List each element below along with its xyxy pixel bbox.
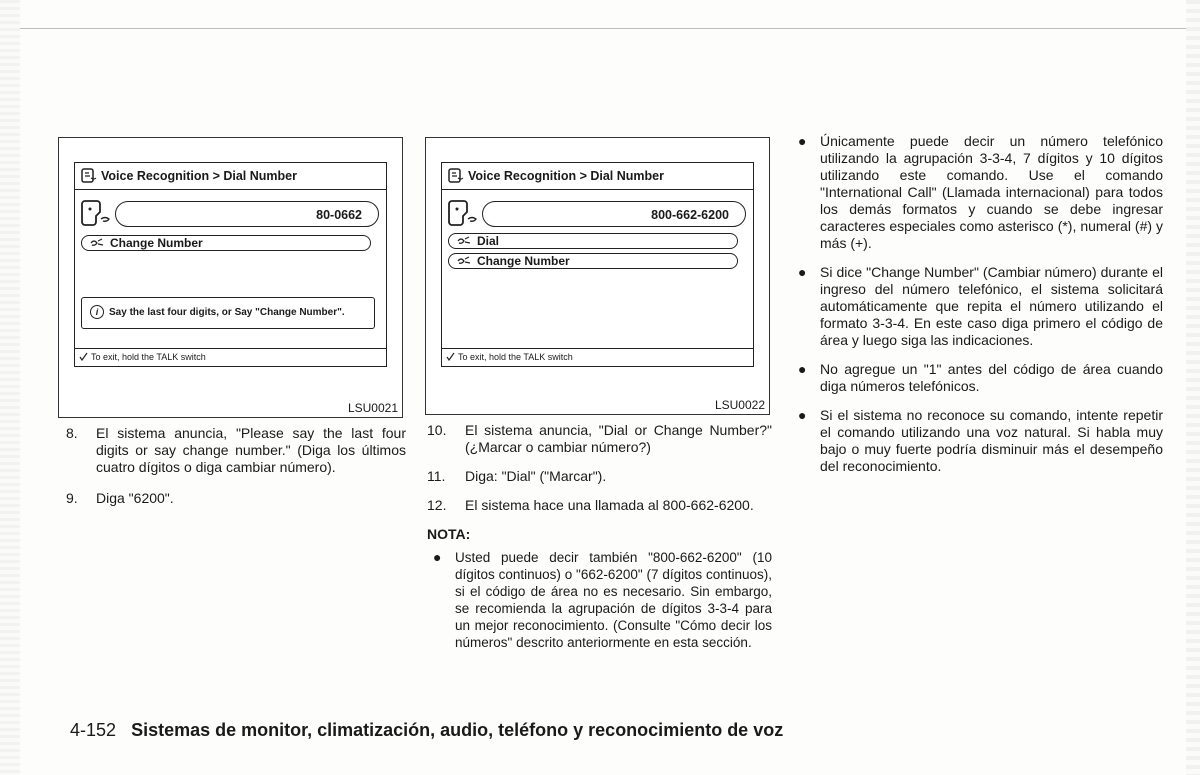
voice-command-icon: [90, 238, 104, 248]
step-number: 10.: [427, 422, 447, 438]
info-prompt: [81, 297, 375, 329]
dial-button[interactable]: [448, 233, 738, 249]
step-text: Diga: "Dial" ("Marcar").: [465, 468, 607, 484]
step-10: [427, 422, 772, 456]
page-number: 4-152: [70, 720, 117, 740]
dial-label: Dial: [477, 234, 500, 248]
screen-header: [75, 163, 386, 190]
step-number: 9.: [66, 490, 78, 506]
dialed-number-field: 80-0662: [115, 201, 379, 227]
speaking-head-icon: [448, 199, 482, 231]
bullet-item: [798, 407, 1163, 475]
bullet-text: Si el sistema no reconoce su comando, intente repetir el comando utilizando una voz natural. Si habla muy bajo o muy fuerte podría disminuir más el desempeño del reconocimiento.: [820, 407, 1163, 474]
bullet-item: [798, 264, 1163, 349]
bullet-dot: ●: [798, 361, 807, 377]
figure-lsu0021: [58, 137, 403, 418]
bullet-item: [798, 361, 1163, 395]
step-text: Diga "6200".: [96, 490, 174, 506]
screen-footer: [442, 348, 753, 366]
bullet-text: No agregue un "1" antes del código de área cuando diga números telefónicos.: [820, 361, 1163, 394]
change-number-label: Change Number: [110, 236, 203, 250]
display-screen: [74, 162, 387, 367]
exit-hint: To exit, hold the TALK switch: [458, 352, 573, 362]
bullet-dot: ●: [798, 407, 807, 423]
step-8: [66, 425, 406, 476]
step-number: 11.: [427, 468, 446, 484]
exit-hint: To exit, hold the TALK switch: [91, 352, 206, 362]
phone-voice-icon: [448, 168, 464, 184]
figure-lsu0022: [425, 137, 770, 415]
step-text: El sistema anuncia, "Dial or Change Number?" (¿Marcar o cambiar número?): [465, 422, 772, 455]
column-2: [427, 422, 772, 663]
top-rule: [0, 28, 1200, 29]
info-icon: i: [90, 305, 104, 319]
number-row: [81, 199, 379, 229]
talk-switch-icon: [446, 352, 456, 361]
bullet-item: [798, 133, 1163, 252]
number-row: [448, 199, 746, 229]
screen-footer: [75, 348, 386, 366]
step-text: El sistema anuncia, "Please say the last four digits or say change number." (Diga los últimos cuatro dígitos o diga cambiar número).: [96, 425, 406, 475]
step-number: 8.: [66, 425, 78, 441]
display-screen: [441, 162, 754, 367]
bullet-dot: ●: [433, 549, 442, 565]
step-9: [66, 490, 406, 507]
nota-heading: NOTA:: [427, 526, 471, 542]
section-title: Sistemas de monitor, climatización, audio, teléfono y reconocimiento de voz: [131, 720, 784, 740]
scan-edge-left: [0, 0, 20, 775]
dialed-number-field: 800-662-6200: [482, 201, 746, 227]
speaking-head-icon: [81, 199, 115, 231]
step-12: [427, 497, 772, 514]
talk-switch-icon: [79, 352, 89, 361]
bullet-text: Únicamente puede decir un número telefónico utilizando la agrupación 3-3-4, 7 dígitos y 10 dígitos utilizando este comando. Use el comando "International Call" (Llamada internacional) para todos los demás formatos y cuando se debe ingresar caracteres especiales como asterisco (*), numeral (#) y más (+).: [820, 133, 1163, 251]
nota-text: Usted puede decir también "800-662-6200" (10 dígitos continuos) o "662-6200" (7 dígitos continuos), si el código de área no es necesario. Sin embargo, se recomienda la agrupación de dígitos 3-3-4 para un mejor reconocimiento. (Consulte "Cómo decir los números" descrito anteriormente en esta sección.: [455, 550, 772, 650]
figure-code: LSU0021: [347, 401, 398, 415]
screen-title: Voice Recognition > Dial Number: [468, 169, 664, 183]
step-11: [427, 468, 772, 485]
column-3: [798, 133, 1163, 487]
step-text: El sistema hace una llamada al 800-662-6200.: [465, 497, 754, 513]
figure-code: LSU0022: [714, 398, 765, 412]
info-text: Say the last four digits, or Say "Change Number".: [109, 307, 345, 318]
bullet-dot: ●: [798, 133, 807, 149]
scan-edge-right: [1186, 0, 1200, 775]
voice-command-icon: [457, 236, 471, 246]
bullet-text: Si dice "Change Number" (Cambiar número) durante el ingreso del número telefónico, el sistema solicitará automáticamente que repita el número utilizando el formato 3-3-4. En este caso diga primero el código de área y luego siga las indicaciones.: [820, 264, 1163, 348]
change-number-button[interactable]: [448, 253, 738, 269]
step-number: 12.: [427, 497, 447, 513]
screen-header: [442, 163, 753, 190]
column-1: [66, 425, 406, 521]
change-number-button[interactable]: [81, 235, 371, 251]
bullet-dot: ●: [798, 264, 807, 280]
voice-command-icon: [457, 256, 471, 266]
page-footer: [70, 720, 783, 741]
nota-bullet: [433, 549, 772, 651]
change-number-label: Change Number: [477, 254, 570, 268]
screen-title: Voice Recognition > Dial Number: [101, 169, 297, 183]
phone-voice-icon: [81, 168, 97, 184]
